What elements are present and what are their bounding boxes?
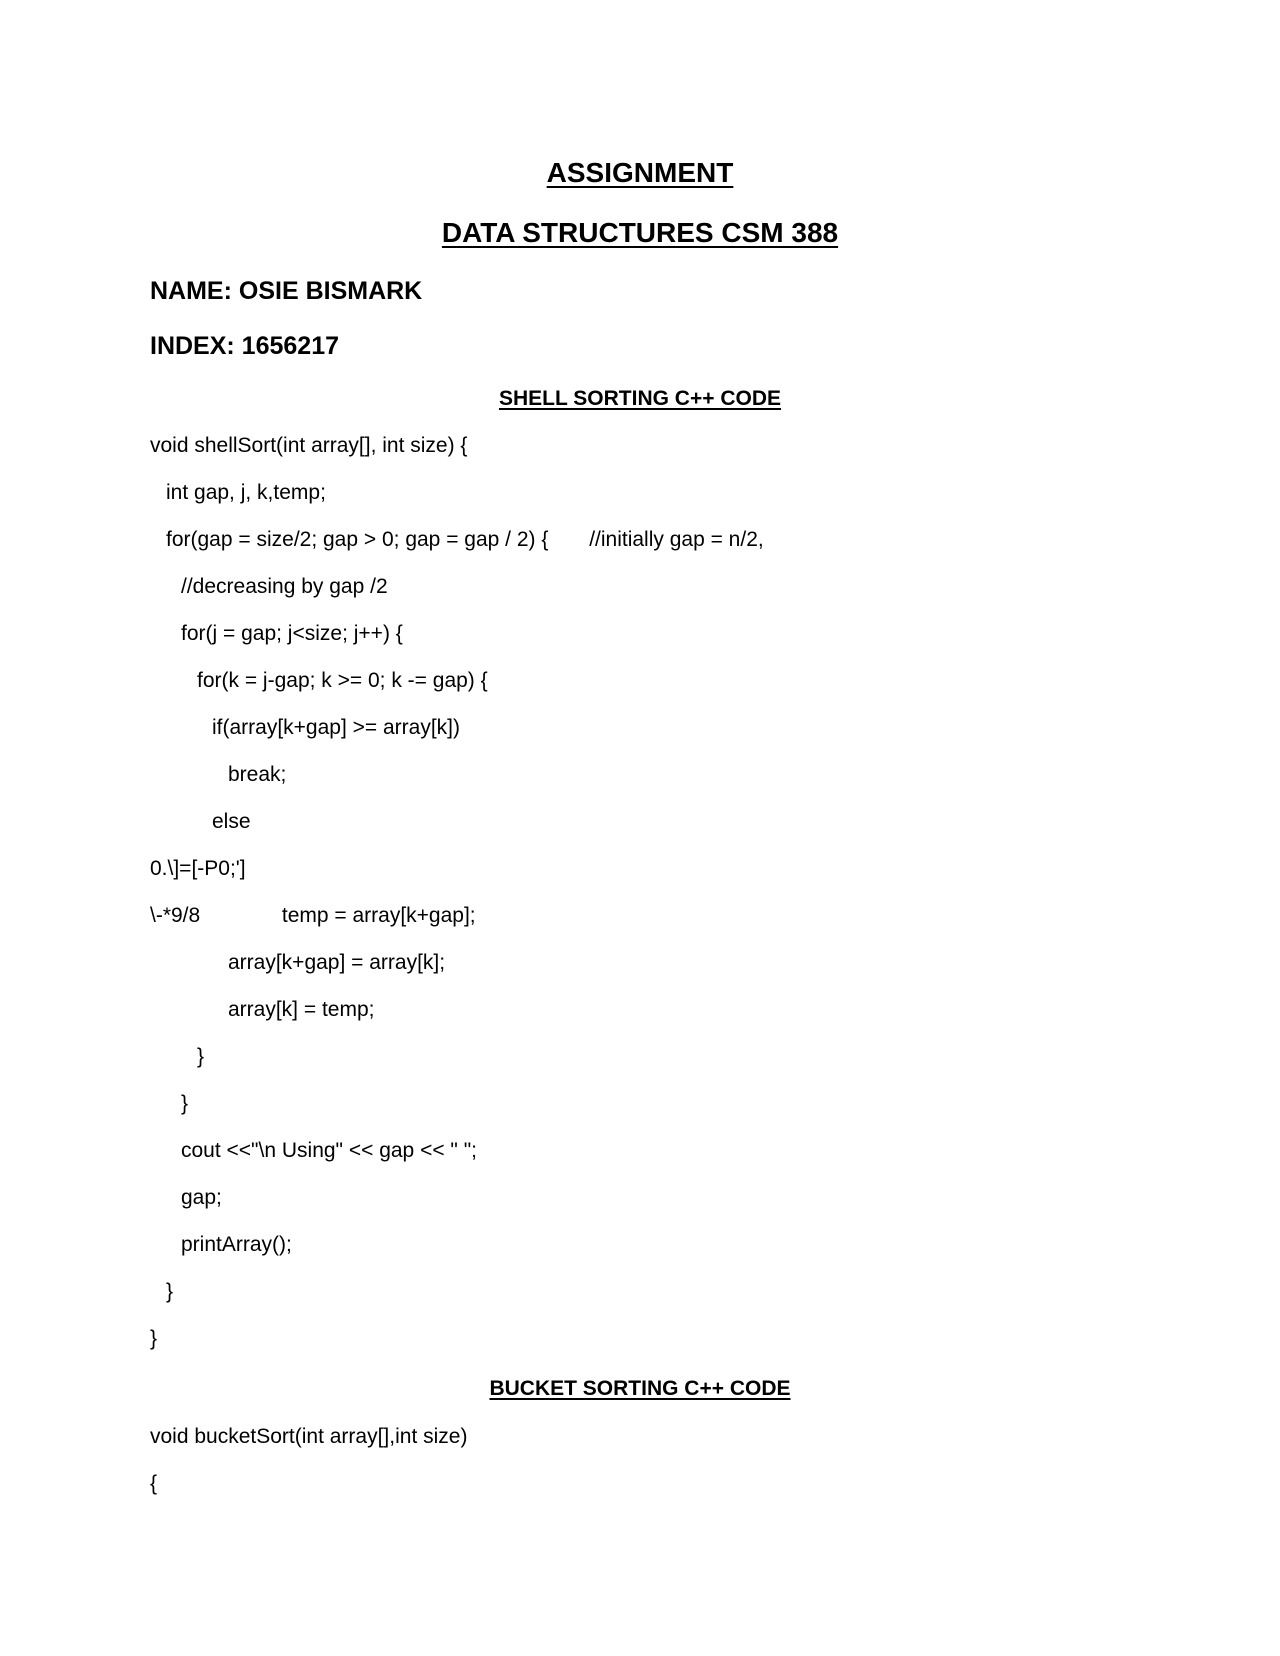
student-name: NAME: OSIE BISMARK xyxy=(150,277,423,305)
assignment-title: ASSIGNMENT xyxy=(546,157,734,188)
code-line: printArray(); xyxy=(181,1233,292,1256)
course-title: DATA STRUCTURES CSM 388 xyxy=(441,217,839,248)
code-line: else xyxy=(212,810,251,833)
code-line: for(gap = size/2; gap > 0; gap = gap / 2) { //initially gap = n/2, xyxy=(166,528,764,551)
shell-sort-heading: SHELL SORTING C++ CODE xyxy=(499,387,781,410)
code-line: break; xyxy=(228,763,287,786)
code-line: //decreasing by gap /2 xyxy=(181,575,388,598)
code-line: gap; xyxy=(181,1186,222,1209)
code-line: } xyxy=(197,1045,205,1068)
code-line: 0.\]=[-P0;'] xyxy=(150,857,246,880)
code-line: array[k] = temp; xyxy=(228,998,375,1021)
code-line: if(array[k+gap] >= array[k]) xyxy=(212,716,461,739)
code-line: } xyxy=(150,1327,158,1350)
code-line: void shellSort(int array[], int size) { xyxy=(150,434,468,457)
code-line: \-*9/8 temp = array[k+gap]; xyxy=(150,904,476,927)
code-line: int gap, j, k,temp; xyxy=(166,481,326,504)
code-line: } xyxy=(181,1092,189,1115)
code-line: } xyxy=(166,1280,174,1303)
bucket-sort-heading: BUCKET SORTING C++ CODE xyxy=(489,1377,791,1400)
code-line: for(j = gap; j<size; j++) { xyxy=(181,622,403,645)
code-line: { xyxy=(150,1472,158,1495)
student-index: INDEX: 1656217 xyxy=(150,332,340,360)
code-line: void bucketSort(int array[],int size) xyxy=(150,1425,468,1448)
code-line: array[k+gap] = array[k]; xyxy=(228,951,446,974)
code-line: for(k = j-gap; k >= 0; k -= gap) { xyxy=(197,669,488,692)
code-line: cout <<"\n Using" << gap << " "; xyxy=(181,1139,478,1162)
